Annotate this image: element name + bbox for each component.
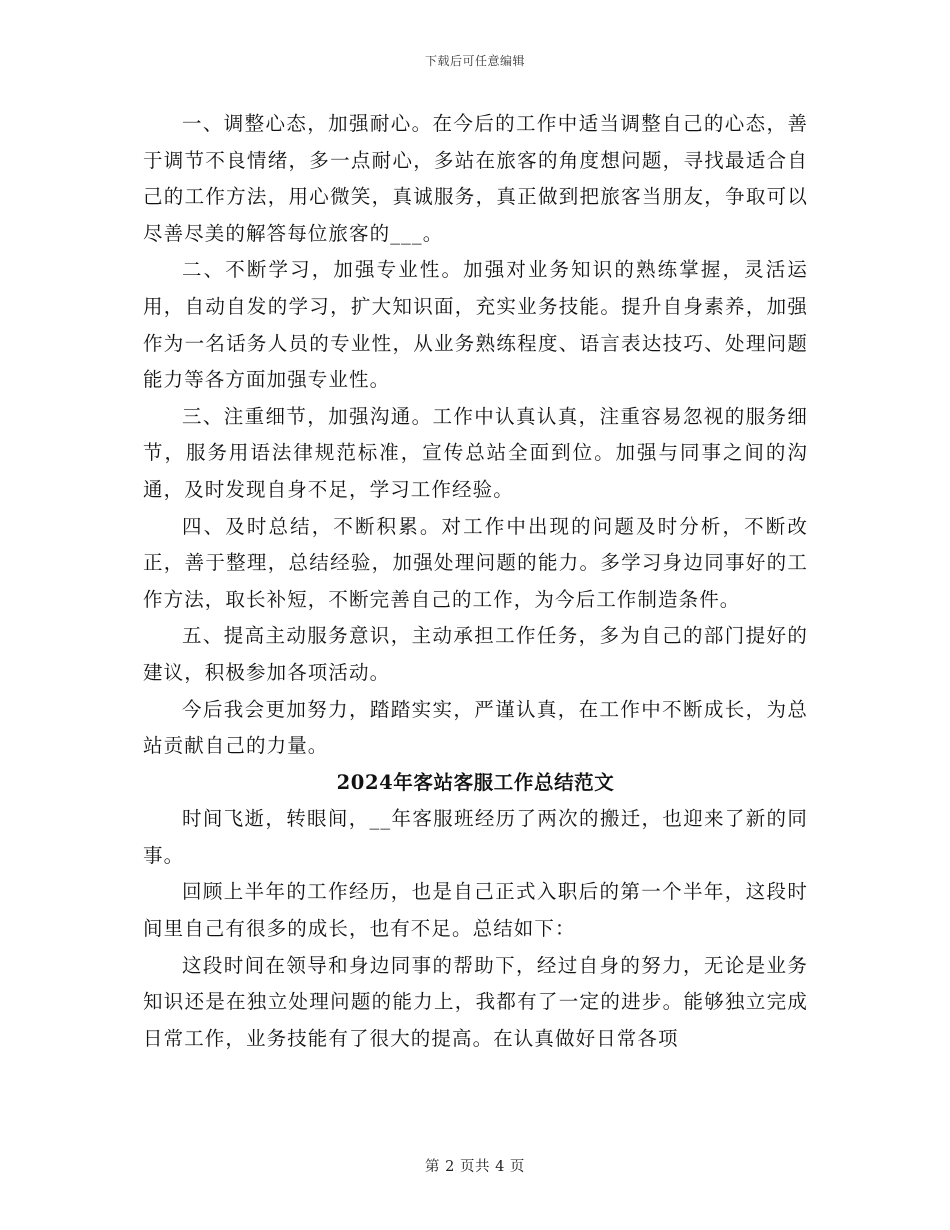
paragraph-time-flies: 时间飞逝，转眼间，__年客服班经历了两次的搬迁，也迎来了新的同事。 [143, 807, 808, 867]
paragraph-attention-to-detail: 三、注重细节，加强沟通。工作中认真认真，注重容易忽视的服务细节，服务用语法律规范标准，宣传总站全面到位。加强与同事之间的沟通，及时发现自身不足，学习工作经验。 [143, 404, 808, 501]
paragraph-keep-learning: 二、不断学习，加强专业性。加强对业务知识的熟练掌握，灵活运用，自动自发的学习，扩大知识面，充实业务技能。提升自身素养，加强作为一名话务人员的专业性，从业务熟练程度、语言表达技巧、处理问题能力等各方面加强专业性。 [143, 258, 808, 392]
paragraph-progress: 这段时间在领导和身边同事的帮助下，经过自身的努力，无论是业务知识还是在独立处理问题的能力上，我都有了一定的进步。能够独立完成日常工作，业务技能有了很大的提高。在认真做好日常各项 [143, 953, 808, 1050]
paragraph-timely-summary: 四、及时总结，不断积累。对工作中出现的问题及时分析，不断改正，善于整理，总结经验，加强处理问题的能力。多学习身边同事好的工作方法，取长补短，不断完善自己的工作，为今后工作制造条件。 [143, 514, 808, 611]
paragraph-conclusion: 今后我会更加努力，踏踏实实，严谨认真，在工作中不断成长，为总站贡献自己的力量。 [143, 697, 808, 758]
page-header: 下载后可任意编辑 [424, 54, 525, 68]
paragraph-review: 回顾上半年的工作经历，也是自己正式入职后的第一个半年，这段时间里自己有很多的成长，也有不足。总结如下： [143, 880, 808, 941]
document-body [143, 106, 808, 1057]
paragraph-adjust-mindset: 一、调整心态，加强耐心。在今后的工作中适当调整自己的心态，善于调节不良情绪，多一点耐心，多站在旅客的角度想问题，寻找最适合自己的工作方法，用心微笑，真诚服务，真正做到把旅客当朋友，争取可以尽善尽美的解答每位旅客的___。 [143, 112, 808, 245]
section-title: 2024年客站客服工作总结范文 [336, 770, 615, 794]
page-footer: 第 2 页共 4 页 [425, 1159, 525, 1175]
paragraph-proactive-service: 五、提高主动服务意识，主动承担工作任务，多为自己的部门提好的建议，积极参加各项活动。 [143, 624, 808, 684]
